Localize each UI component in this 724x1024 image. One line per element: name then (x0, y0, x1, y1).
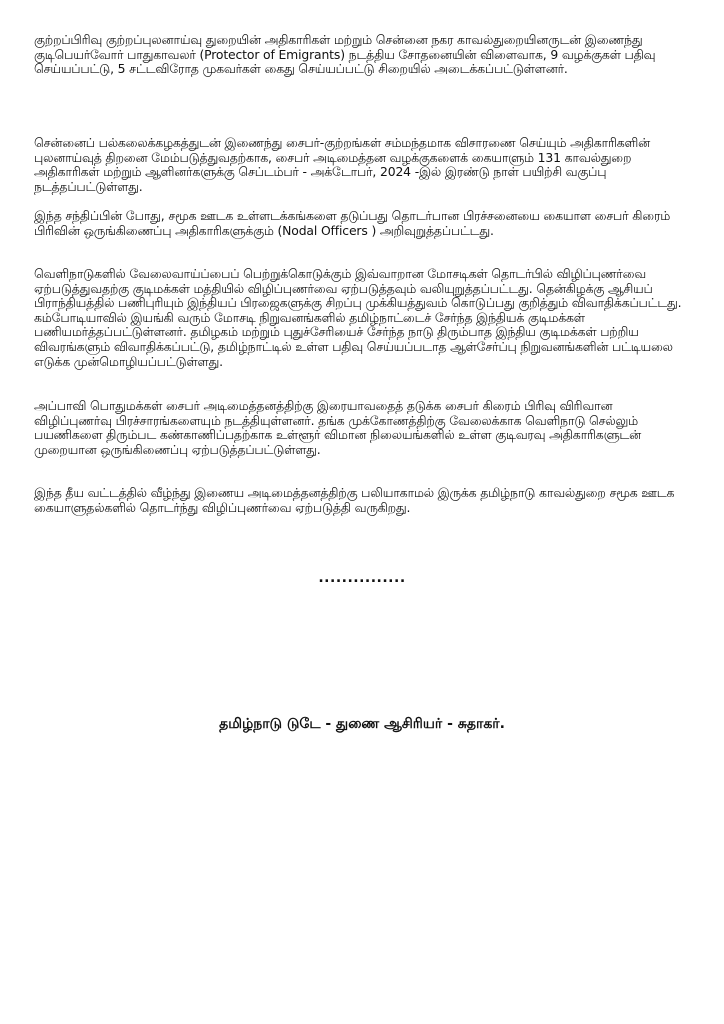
section-separator: ............... (318, 570, 406, 586)
paragraph-raid-results: குற்றப்பிரிவு குற்றப்புலனாய்வு துறையின் அதிகாரிகள் மற்றும் சென்னை நகர காவல்துறையினருடன் இணைந்து குடிபெயர்வோர் பாதுகாவலர் (Protector of Emigrants) நடத்திய சோதனையின் விளைவாக, 9 வழக்குகள் பதிவு செய்யப்பட்டு, 5 சட்டவிரோத முகவர்கள் கைது செய்யப்பட்டு சிறையில் அடைக்கப்பட்டுள்ளனர். (34, 32, 656, 77)
paragraph-awareness-campaigns: அப்பாவி பொதுமக்கள் சைபர் அடிமைத்தனத்திற்கு இரையாவதைத் தடுக்க சைபர் கிரைம் பிரிவு விரிவான விழிப்புணர்வு பிரச்சாரங்களையும் நடத்தியுள்ளனர். தங்க முக்கோணத்திற்கு வேலைக்காக வெளிநாடு செல்லும் பயணிகளை திரும்பட கண்காணிப்பதற்காக உள்ளூர் விமான நிலையங்களில் உள்ள குடிவரவு அதிகாரிகளுடன் முறையான ஒருங்கிணைப்பு ஏற்படுத்தப்பட்டுள்ளது. (34, 398, 641, 457)
author-signature: தமிழ்நாடு டுடே - துணை ஆசிரியர் - சுதாகர். (219, 716, 505, 732)
paragraph-continued-awareness: இந்த தீய வட்டத்தில் வீழ்ந்து இணைய அடிமைத்தனத்திற்கு பலியாகாமல் இருக்க தமிழ்நாடு காவல்துறை சமூக ஊடக கையாளுதல்களில் தொடர்ந்து விழிப்புணர்வை ஏற்படுத்தி வருகிறது. (34, 485, 675, 515)
paragraph-nodal-officers: இந்த சந்திப்பின் போது, சமூக ஊடக உள்ளடக்கங்களை தடுப்பது தொடர்பான பிரச்சனையை கையாள சைபர் கிரைம் பிரிவின் ஒருங்கிணைப்பு அதிகாரிகளுக்கும் (Nodal Officers ) அறிவுறுத்தப்பட்டது. (34, 208, 671, 238)
paragraph-training-program: சென்னைப் பல்கலைக்கழகத்துடன் இணைந்து சைபர்-குற்றங்கள் சம்மந்தமாக விசாரணை செய்யும் அதிகாரிகளின் புலனாய்வுத் திறனை மேம்படுத்துவதற்காக, சைபர் அடிமைத்தன வழக்குகளைக் கையாளும் 131 காவல்துறை அதிகாரிகள் மற்றும் ஆளினர்களுக்கு செப்டம்பர் - அக்டோபர், 2024 -இல் இரண்டு நாள் பயிற்சி வகுப்பு நடத்தப்பட்டுள்ளது. (34, 135, 650, 194)
paragraph-overseas-job-scams: வெளிநாடுகளில் வேலைவாய்ப்பைப் பெற்றுக்கொடுக்கும் இவ்வாறான மோசடிகள் தொடர்பில் விழிப்புணர்வை ஏற்படுத்துவதற்கு குடிமக்கள் மத்தியில் விழிப்புணர்வை ஏற்படுத்தவும் வலியுறுத்தப்பட்டது. தென்கிழக்கு ஆசியப் பிராந்தியத்தில் பணிபுரியும் இந்தியப் பிரஜைகளுக்கு சிறப்பு முக்கியத்துவம் கொடுப்பது குறித்தும் விவாதிக்கப்பட்டது. கம்போடியாவில் இயங்கி வரும் மோசடி நிறுவனங்களில் தமிழ்நாட்டைச் சேர்ந்த இந்தியக் குடிமக்கள் பணியமர்த்தப்பட்டுள்ளனர். தமிழகம் மற்றும் புதுச்சேரியைச் சேர்ந்த நாடு திரும்பாத இந்திய குடிமக்கள் பற்றிய விவரங்களும் விவாதிக்கப்பட்டு, தமிழ்நாட்டில் உள்ள பதிவு செய்யப்படாத ஆள்சேர்ப்பு நிறுவனங்களின் பட்டியலை எடுக்க முன்மொழியப்பட்டுள்ளது. (34, 266, 682, 369)
